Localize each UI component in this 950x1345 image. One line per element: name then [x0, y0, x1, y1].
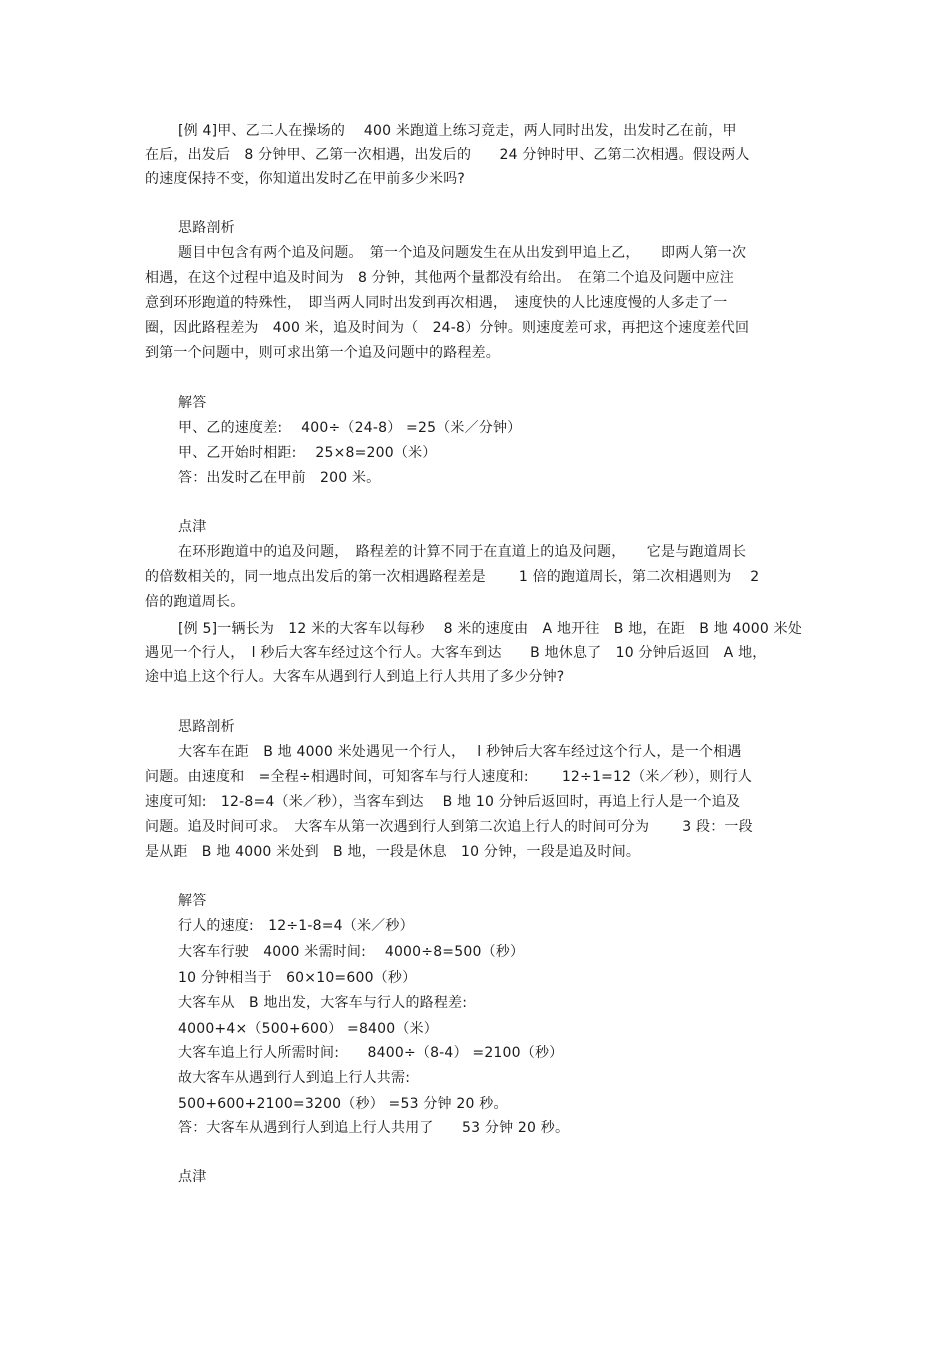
example5-problem-line: [例 5]一辆长为 12 米的大客车以每秒 8 米的速度由 A 地开往 B 地，在距 B 地 4000 米处	[178, 621, 803, 637]
example5-answer-line: 10 分钟相当于 60×10=600（秒）	[178, 970, 417, 986]
example5-answer-heading: 解答	[178, 893, 207, 909]
example4-note-line: 的倍数相关的，同一地点出发后的第一次相遇路程差是 1 倍的跑道周长，第二次相遇则为 2	[145, 569, 760, 585]
example4-problem-line: [例 4]甲、乙二人在操场的 400 米跑道上练习竞走，两人同时出发，出发时乙在前，甲	[178, 123, 737, 139]
example4-analysis-line: 意到环形跑道的特殊性， 即当两人同时出发到再次相遇， 速度快的人比速度慢的人多走了一	[145, 295, 728, 311]
example4-analysis-line: 到第一个问题中，则可求出第一个追及问题中的路程差。	[145, 345, 500, 361]
example5-answer-line: 故大客车从遇到行人到追上行人共需:	[178, 1070, 411, 1086]
example5-problem-line: 遇见一个行人， l 秒后大客车经过这个行人。大客车到达 B 地休息了 10 分钟后返回 A 地，	[145, 645, 767, 661]
example4-answer-heading: 解答	[178, 395, 207, 411]
example4-analysis-line: 相遇，在这个过程中追及时间为 8 分钟，其他两个量都没有给出。 在第二个追及问题中应注	[145, 270, 734, 286]
example4-note-line: 倍的跑道周长。	[145, 594, 245, 610]
example5-analysis-line: 问题。追及时间可求。 大客车从第一次遇到行人到第二次追上行人的时间可分为 3 段：一段	[145, 819, 753, 835]
example5-answer-line: 答：大客车从遇到行人到追上行人共用了 53 分钟 20 秒。	[178, 1120, 570, 1136]
example5-note-heading: 点津	[178, 1169, 207, 1185]
example4-answer-line: 答：出发时乙在甲前 200 米。	[178, 470, 381, 486]
example4-problem-line: 在后，出发后 8 分钟甲、乙第一次相遇，出发后的 24 分钟时甲、乙第二次相遇。假设两人	[145, 147, 750, 163]
example5-analysis-heading: 思路剖析	[178, 719, 235, 735]
example4-problem-line: 的速度保持不变，你知道出发时乙在甲前多少米吗?	[145, 171, 466, 187]
example5-answer-line: 4000+4×（500+600） =8400（米）	[178, 1021, 438, 1037]
example5-analysis-line: 速度可知: 12-8=4（米／秒），当客车到达 B 地 10 分钟后返回时，再追上行人是一个追及	[145, 794, 741, 810]
example5-answer-line: 500+600+2100=3200（秒） =53 分钟 20 秒。	[178, 1096, 508, 1112]
example5-answer-line: 大客车从 B 地出发，大客车与行人的路程差:	[178, 995, 468, 1011]
example5-analysis-line: 问题。由速度和 =全程÷相遇时间，可知客车与行人速度和: 12÷1=12（米／秒），则行人	[145, 769, 753, 785]
example5-answer-line: 大客车行驶 4000 米需时间: 4000÷8=500（秒）	[178, 944, 525, 960]
example5-analysis-line: 是从距 B 地 4000 米处到 B 地，一段是休息 10 分钟，一段是追及时间。	[145, 844, 641, 860]
example4-answer-line: 甲、乙的速度差: 400÷（24-8） =25（米／分钟）	[178, 420, 522, 436]
example4-analysis-line: 题目中包含有两个追及问题。 第一个追及问题发生在从出发到甲追上乙， 即两人第一次	[178, 245, 747, 261]
example5-analysis-line: 大客车在距 B 地 4000 米处遇见一个行人， l 秒钟后大客车经过这个行人，是一个相遇	[178, 744, 742, 760]
example5-answer-line: 大客车追上行人所需时间: 8400÷（8-4） =2100（秒）	[178, 1045, 564, 1061]
example5-problem-line: 途中追上这个行人。大客车从遇到行人到追上行人共用了多少分钟?	[145, 669, 565, 685]
example4-analysis-line: 圈，因此路程差为 400 米，追及时间为（ 24-8）分钟。则速度差可求，再把这个速度差代回	[145, 320, 750, 336]
example4-note-heading: 点津	[178, 519, 207, 535]
example5-answer-line: 行人的速度: 12÷1-8=4（米／秒）	[178, 918, 414, 934]
example4-note-line: 在环形跑道中的追及问题， 路程差的计算不同于在直道上的追及问题， 它是与跑道周长	[178, 544, 747, 560]
example4-analysis-heading: 思路剖析	[178, 220, 235, 236]
example4-answer-line: 甲、乙开始时相距: 25×8=200（米）	[178, 445, 437, 461]
